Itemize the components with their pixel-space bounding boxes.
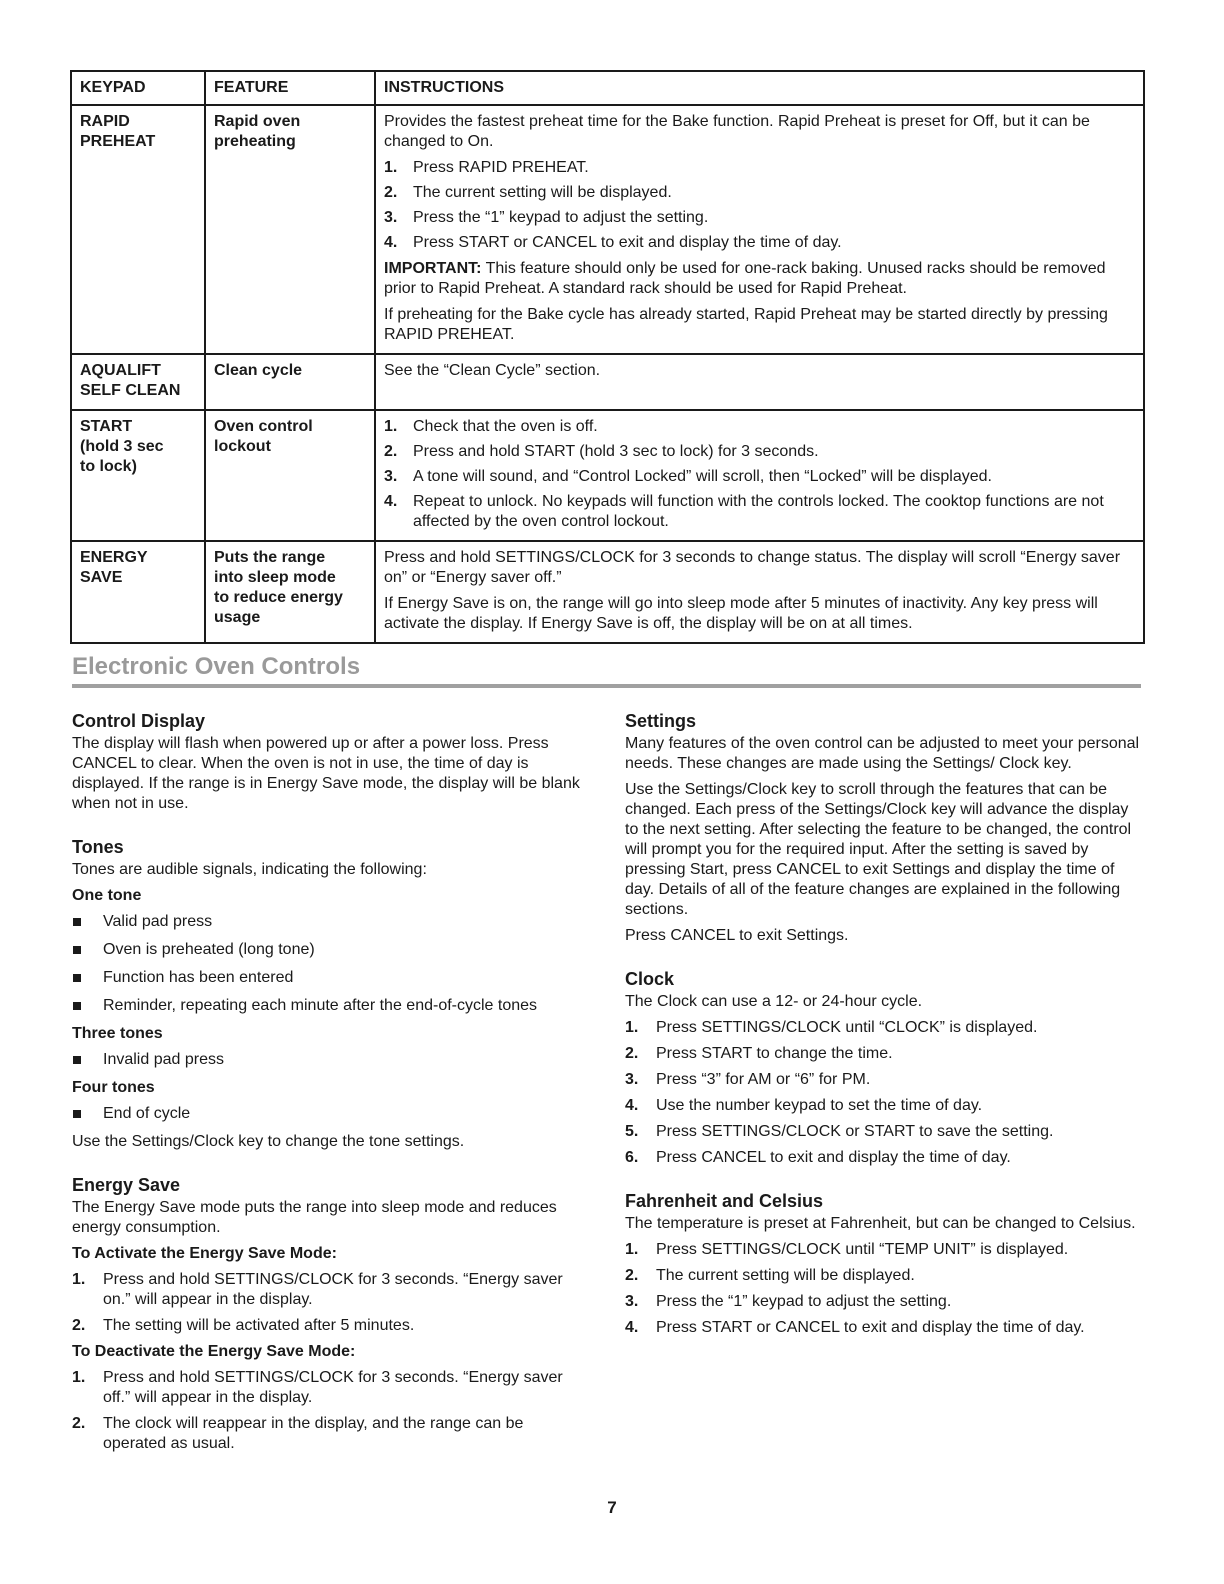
fahrenheit-celsius-section	[625, 1190, 1143, 1338]
rapid-steps	[384, 158, 1135, 253]
list-item: 4. Press START or CANCEL to exit and display the time of day.	[625, 1319, 1085, 1336]
list-item: Oven is preheated (long tone)	[72, 940, 590, 960]
bullet-icon	[72, 968, 103, 988]
keypad-line: START	[80, 418, 133, 435]
feature-line: Puts the range	[214, 549, 326, 566]
rapid-note: If preheating for the Bake cycle has already started, Rapid Preheat may be started directly by pressing RAPID PREHEAT.	[384, 306, 1108, 343]
list-item: 4. Repeat to unlock. No keypads will function with the controls locked. The cooktop functions are not affected by the oven control lockout.	[384, 493, 1104, 530]
feature-energy-save	[205, 541, 375, 643]
keypad-line: AQUALIFT	[80, 362, 161, 379]
list-item: 3. Press “3” for AM or “6” for PM.	[625, 1071, 871, 1088]
fahrenheit-heading: Fahrenheit and Celsius	[625, 1191, 824, 1211]
table-header-row	[71, 71, 1144, 105]
keypad-aqualift	[71, 354, 205, 410]
instructions-aqualift: See the “Clean Cycle” section.	[375, 354, 1144, 410]
section-title: Electronic Oven Controls	[72, 653, 361, 680]
clock-heading: Clock	[625, 969, 675, 989]
list-item: Valid pad press	[72, 912, 590, 932]
page-number: 7	[607, 1498, 617, 1517]
bullet-icon	[72, 1050, 103, 1070]
keypad-line: PREHEAT	[80, 133, 156, 150]
list-item: 6. Press CANCEL to exit and display the time of day.	[625, 1149, 1011, 1166]
instructions-energy-save	[375, 541, 1144, 643]
settings-p3: Press CANCEL to exit Settings.	[625, 927, 849, 944]
three-tones-label: Three tones	[72, 1025, 163, 1042]
tones-section	[72, 836, 590, 1152]
list-item: 1. Press and hold SETTINGS/CLOCK for 3 seconds. “Energy saver off.” will appear in the display.	[72, 1369, 563, 1406]
list-item: Function has been entered	[72, 968, 590, 988]
control-display-heading: Control Display	[72, 711, 206, 731]
tones-intro: Tones are audible signals, indicating the following:	[72, 861, 427, 878]
clock-intro: The Clock can use a 12- or 24-hour cycle.	[625, 993, 923, 1010]
deactivate-steps	[72, 1368, 590, 1454]
activate-label: To Activate the Energy Save Mode:	[72, 1245, 337, 1262]
list-item: 2. The current setting will be displayed.	[625, 1267, 915, 1284]
left-column	[72, 710, 590, 1476]
settings-section	[625, 710, 1143, 946]
feature-line: usage	[214, 609, 261, 626]
instructions-start	[375, 410, 1144, 541]
control-display-text: The display will flash when powered up or after a power loss. Press CANCEL to clear. When the oven is not in use, the time of day is displayed. If the range is in Energy Save mode, the display will be blank when not in use.	[72, 735, 580, 812]
fahrenheit-intro: The temperature is preset at Fahrenheit, but can be changed to Celsius.	[625, 1215, 1136, 1232]
list-item: 1. Press RAPID PREHEAT.	[384, 159, 589, 176]
clock-section	[625, 968, 1143, 1168]
clock-steps	[625, 1018, 1143, 1168]
keypad-line: ENERGY	[80, 549, 148, 566]
keypad-line: RAPID	[80, 113, 130, 130]
list-item: 4. Use the number keypad to set the time of day.	[625, 1097, 983, 1114]
feature-line: to reduce energy	[214, 589, 343, 606]
list-item: 2. The clock will reappear in the display, and the range can be operated as usual.	[72, 1415, 524, 1452]
table-row-rapid-preheat	[71, 105, 1144, 354]
list-item: 3. Press the “1” keypad to adjust the setting.	[625, 1293, 952, 1310]
rapid-intro: Provides the fastest preheat time for the Bake function. Rapid Preheat is preset for Off, but it can be changed to On.	[384, 113, 1090, 150]
four-tones-list	[72, 1104, 590, 1124]
tones-outro: Use the Settings/Clock key to change the tone settings.	[72, 1133, 465, 1150]
energy-p1: Press and hold SETTINGS/CLOCK for 3 seconds to change status. The display will scroll “Energy saver on” or “Energy saver off.”	[384, 549, 1121, 586]
list-item: Reminder, repeating each minute after the end-of-cycle tones	[72, 996, 590, 1016]
keypad-start	[71, 410, 205, 541]
list-item: 4. Press START or CANCEL to exit and display the time of day.	[384, 234, 842, 251]
bullet-icon	[72, 912, 103, 932]
header-instructions: INSTRUCTIONS	[375, 71, 1144, 105]
section-divider	[72, 684, 1141, 688]
feature-line: into sleep mode	[214, 569, 336, 586]
right-column	[625, 710, 1143, 1360]
keypad-energy-save	[71, 541, 205, 643]
keypad-line: to lock)	[80, 458, 137, 475]
list-item: 2. The current setting will be displayed.	[384, 184, 672, 201]
bullet-icon	[72, 996, 103, 1016]
list-item: 2. The setting will be activated after 5 minutes.	[72, 1317, 415, 1334]
list-item: 2. Press and hold START (hold 3 sec to lock) for 3 seconds.	[384, 443, 819, 460]
keypad-rapid-preheat	[71, 105, 205, 354]
keypad-line: SELF CLEAN	[80, 382, 181, 399]
list-item: 1. Press and hold SETTINGS/CLOCK for 3 seconds. “Energy saver on.” will appear in the display.	[72, 1271, 563, 1308]
settings-p2: Use the Settings/Clock key to scroll through the features that can be changed. Each press of the Settings/Clock key will advance the display to the next setting. After selecting the feature to be changed, the control will prompt you for the required input. After the setting is saved by pressing Start, press CANCEL to exit Settings and display the time of day. Details of all of the feature changes are explained in the following sections.	[625, 781, 1132, 918]
tones-heading: Tones	[72, 837, 124, 857]
start-steps	[384, 417, 1135, 532]
feature-start	[205, 410, 375, 541]
fahrenheit-steps	[625, 1240, 1143, 1338]
keypad-line: SAVE	[80, 569, 123, 586]
settings-heading: Settings	[625, 711, 697, 731]
settings-p1: Many features of the oven control can be adjusted to meet your personal needs. These changes are made using the Settings/ Clock key.	[625, 735, 1140, 772]
header-keypad: KEYPAD	[71, 71, 205, 105]
list-item: 5. Press SETTINGS/CLOCK or START to save the setting.	[625, 1123, 1054, 1140]
instructions-rapid-preheat	[375, 105, 1144, 354]
one-tone-label: One tone	[72, 887, 142, 904]
energy-save-intro: The Energy Save mode puts the range into sleep mode and reduces energy consumption.	[72, 1199, 557, 1236]
energy-save-section	[72, 1174, 590, 1454]
feature-line: Oven control	[214, 418, 313, 435]
feature-rapid-preheat	[205, 105, 375, 354]
energy-p2: If Energy Save is on, the range will go into sleep mode after 5 minutes of inactivity. Any key press will activate the display. If Energy Save is off, the display will be on at all times.	[384, 595, 1098, 632]
feature-line: lockout	[214, 438, 271, 455]
list-item: End of cycle	[72, 1104, 590, 1124]
list-item: 1. Check that the oven is off.	[384, 418, 598, 435]
bullet-icon	[72, 1104, 103, 1124]
keypad-line: (hold 3 sec	[80, 438, 164, 455]
table-row-energy-save	[71, 541, 1144, 643]
rapid-important: IMPORTANT: This feature should only be used for one-rack baking. Unused racks should be removed prior to Rapid Preheat. A standard rack should be used for Rapid Preheat.	[384, 260, 1106, 297]
list-item: Invalid pad press	[72, 1050, 590, 1070]
three-tones-list	[72, 1050, 590, 1070]
list-item: 1. Press SETTINGS/CLOCK until “TEMP UNIT” is displayed.	[625, 1241, 1069, 1258]
keypad-feature-table	[70, 70, 1145, 644]
bullet-icon	[72, 940, 103, 960]
feature-aqualift: Clean cycle	[205, 354, 375, 410]
control-display-section	[72, 710, 590, 814]
list-item: 1. Press SETTINGS/CLOCK until “CLOCK” is displayed.	[625, 1019, 1038, 1036]
feature-line: Rapid oven	[214, 113, 301, 130]
list-item: 2. Press START to change the time.	[625, 1045, 893, 1062]
deactivate-label: To Deactivate the Energy Save Mode:	[72, 1343, 356, 1360]
table-row-aqualift	[71, 354, 1144, 410]
feature-line: preheating	[214, 133, 296, 150]
activate-steps	[72, 1270, 590, 1336]
one-tone-list	[72, 912, 590, 1016]
four-tones-label: Four tones	[72, 1079, 155, 1096]
list-item: 3. Press the “1” keypad to adjust the setting.	[384, 209, 709, 226]
table-row-start	[71, 410, 1144, 541]
header-feature: FEATURE	[205, 71, 375, 105]
energy-save-heading: Energy Save	[72, 1175, 181, 1195]
list-item: 3. A tone will sound, and “Control Locked” will scroll, then “Locked” will be displayed.	[384, 468, 992, 485]
